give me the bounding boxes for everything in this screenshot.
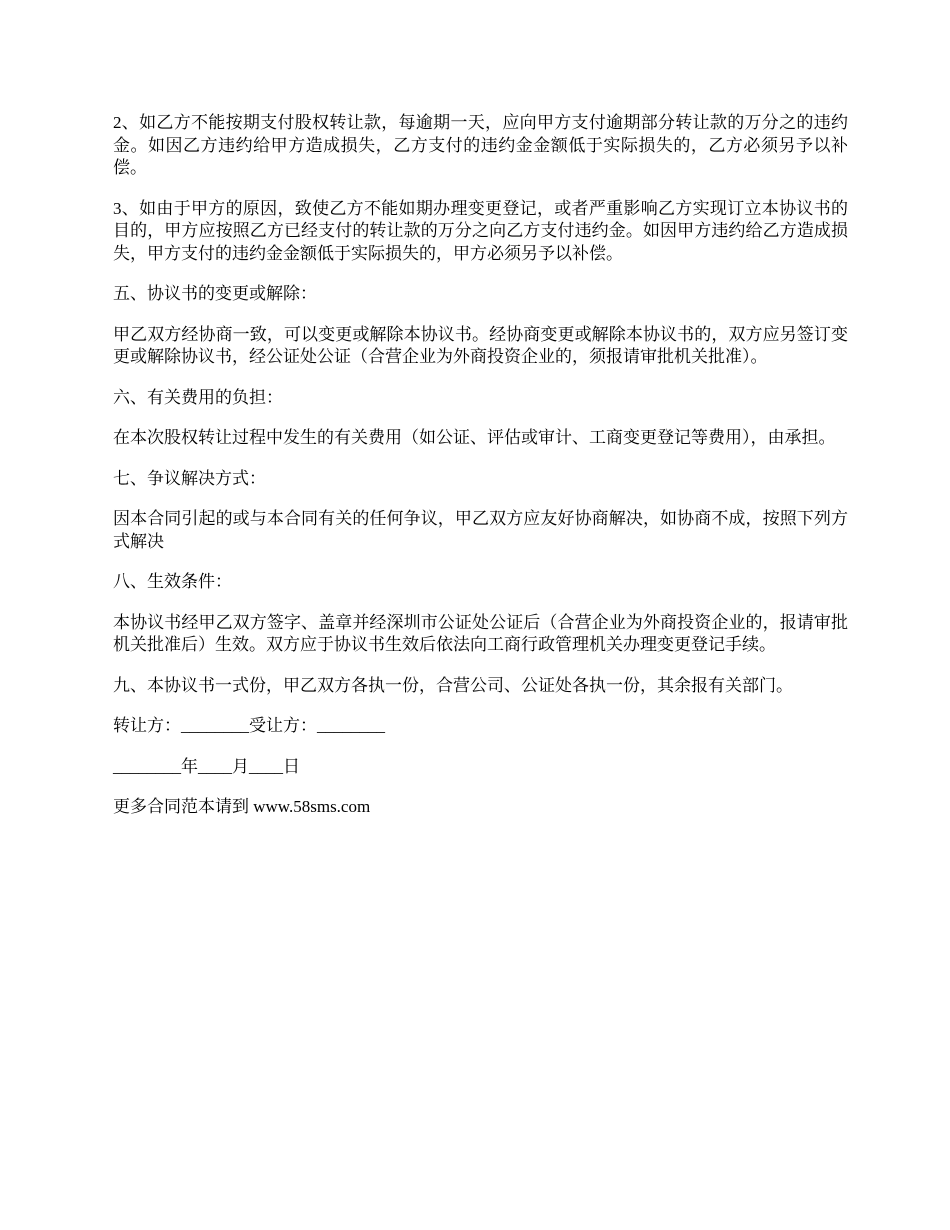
footer-link-text: 更多合同范本请到 www.58sms.com — [113, 797, 371, 816]
clause-2-paragraph: 2、如乙方不能按期支付股权转让款，每逾期一天，应向甲方支付逾期部分转让款的万分之的违约金。如因乙方违约给甲方造成损失，乙方支付的违约金金额低于实际损失的，乙方必须另予以补偿。 — [113, 113, 848, 177]
section-8-body: 本协议书经甲乙双方签字、盖章并经深圳市公证处公证后（合营企业为外商投资企业的，报请审批机关批准后）生效。双方应于协议书生效后依法向工商行政管理机关办理变更登记手续。 — [113, 612, 848, 654]
section-6-heading: 六、有关费用的负担： — [113, 387, 283, 407]
document-page — [113, 112, 848, 837]
clause-3-paragraph: 3、如由于甲方的原因，致使乙方不能如期办理变更登记，或者严重影响乙方实现订立本协议书的目的，甲方应按照乙方已经支付的转让款的万分之向乙方支付违约金。如因甲方违约给乙方造成损失，甲方支付的违约金金额低于实际损失的，甲方必须另予以补偿。 — [113, 198, 848, 263]
section-9-paragraph: 九、本协议书一式份，甲乙双方各执一份，合营公司、公证处各执一份，其余报有关部门。 — [113, 675, 793, 695]
section-5-heading: 五、协议书的变更或解除： — [113, 284, 317, 303]
signature-line: 转让方：________受让方：________ — [113, 716, 385, 735]
section-7-heading: 七、争议解决方式： — [113, 468, 266, 488]
section-8-heading: 八、生效条件： — [113, 572, 232, 591]
section-5-body: 甲乙双方经协商一致，可以变更或解除本协议书。经协商变更或解除本协议书的，双方应另签订变更或解除协议书，经公证处公证（合营企业为外商投资企业的，须报请审批机关批准）。 — [113, 324, 848, 366]
section-6-body: 在本次股权转让过程中发生的有关费用（如公证、评估或审计、工商变更登记等费用），由承担。 — [113, 428, 836, 447]
section-7-body: 因本合同引起的或与本合同有关的任何争议，甲乙双方应友好协商解决，如协商不成，按照下列方式解决 — [113, 509, 848, 551]
date-line: ________年____月____日 — [113, 756, 300, 776]
